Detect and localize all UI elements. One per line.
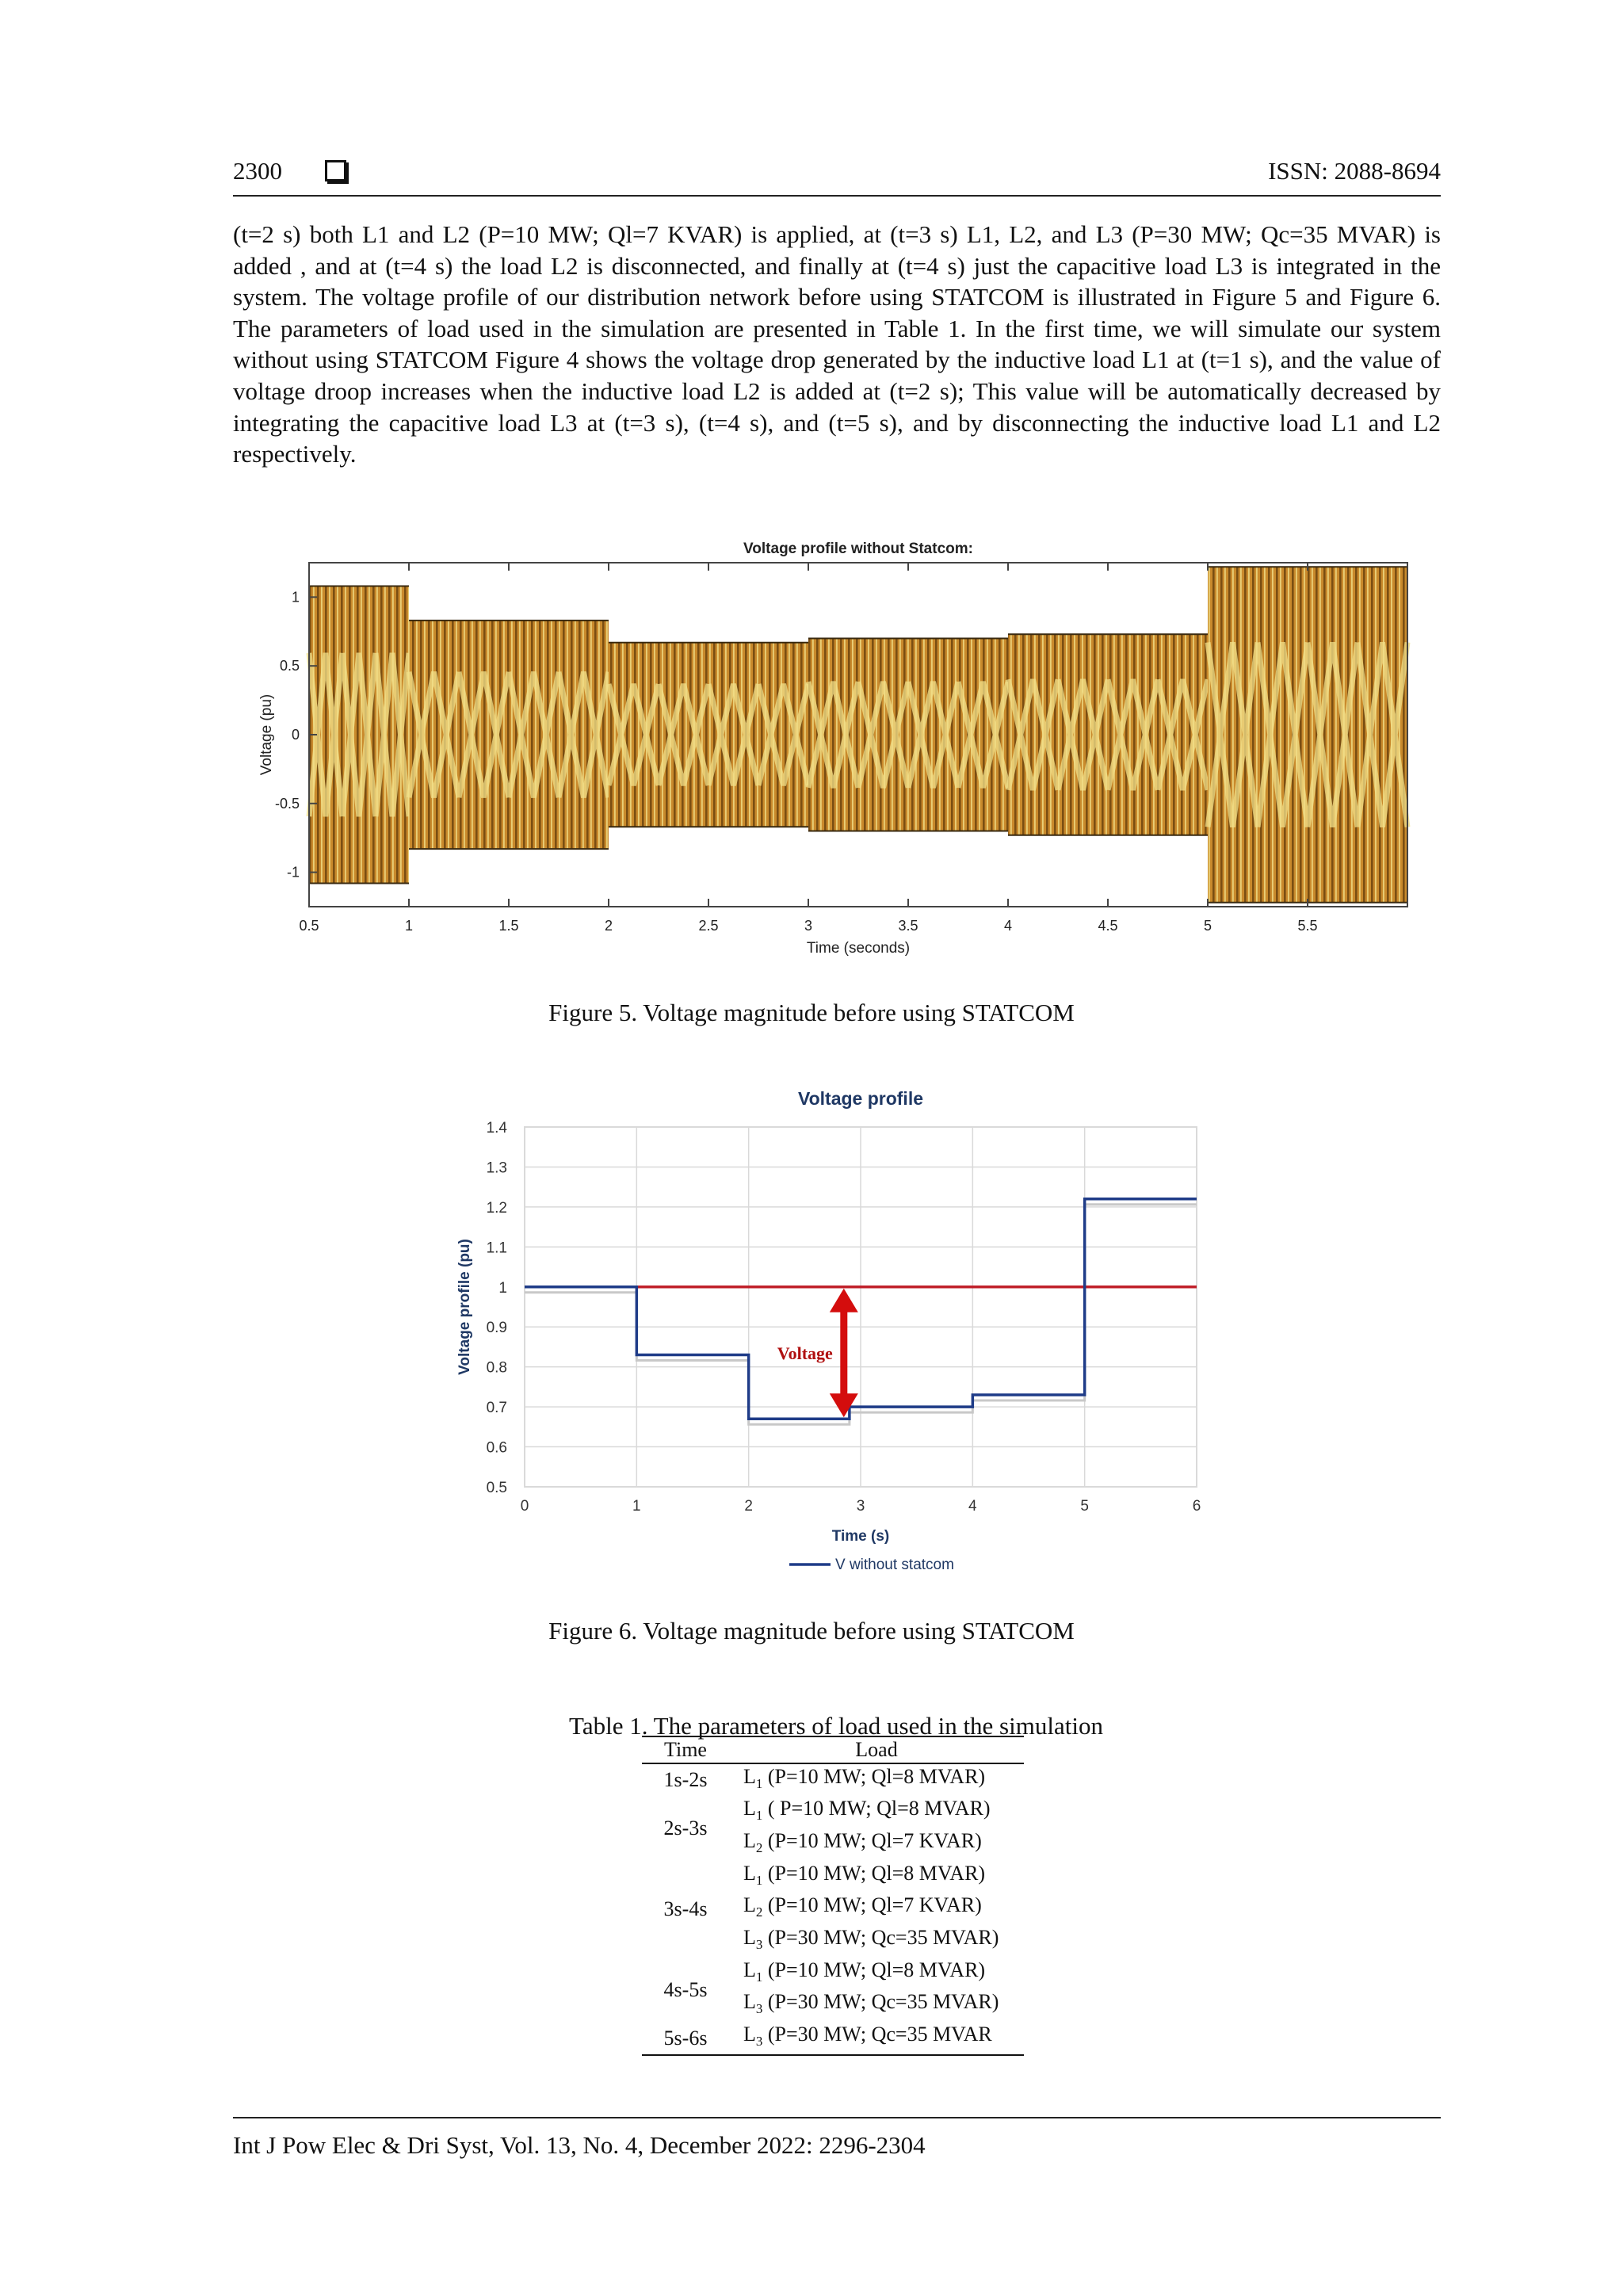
load-parameters: (P=30 MW; Qc=35 MVAR bbox=[762, 2023, 992, 2046]
y-tick-label: 0.6 bbox=[486, 1439, 507, 1457]
x-tick-label: 2 bbox=[604, 918, 613, 934]
y-tick-label: 1.4 bbox=[486, 1120, 507, 1137]
load-index: 1 bbox=[755, 1969, 763, 1985]
y-axis-label: Voltage (pu) bbox=[258, 693, 275, 776]
load-index: 3 bbox=[755, 2034, 763, 2050]
load-cell bbox=[729, 1925, 1024, 1958]
load-parameters: (P=10 MW; Ql=8 MVAR) bbox=[762, 1764, 986, 1788]
load-cell bbox=[729, 1989, 1024, 2022]
load-index: 2 bbox=[755, 1904, 763, 1920]
table-row bbox=[642, 1796, 1024, 1828]
load-index: 1 bbox=[755, 1808, 763, 1824]
issn-label: ISSN: 2088-8694 bbox=[1268, 157, 1441, 185]
load-cell bbox=[729, 1861, 1024, 1893]
load-index: 1 bbox=[755, 1872, 763, 1888]
y-tick-label: 0.5 bbox=[486, 1480, 507, 1496]
x-tick-label: 3 bbox=[804, 918, 813, 934]
annotation-label: Voltage bbox=[777, 1343, 833, 1364]
x-tick-label: 5.5 bbox=[1297, 918, 1318, 934]
x-tick-label: 2 bbox=[744, 1498, 753, 1515]
table-header-time: Time bbox=[642, 1736, 729, 1763]
x-axis-label: Time (s) bbox=[831, 1528, 890, 1545]
legend-label: V without statcom bbox=[835, 1557, 954, 1573]
waveform-segment bbox=[808, 638, 1008, 831]
load-symbol: L bbox=[743, 1797, 756, 1820]
waveform-segment bbox=[1008, 634, 1208, 835]
load-parameters: ( P=10 MW; Ql=8 MVAR) bbox=[762, 1797, 991, 1820]
load-index: 3 bbox=[755, 1937, 763, 1953]
x-tick-label: 5 bbox=[1080, 1498, 1089, 1515]
x-tick-label: 3.5 bbox=[898, 918, 918, 934]
waveform-segment bbox=[409, 621, 609, 849]
x-tick-label: 6 bbox=[1192, 1498, 1201, 1515]
load-cell bbox=[729, 1763, 1024, 1797]
waveform-segment bbox=[1208, 567, 1407, 903]
x-tick-label: 1 bbox=[632, 1498, 641, 1515]
x-tick-label: 3 bbox=[856, 1498, 865, 1515]
y-tick-label: -1 bbox=[286, 864, 300, 881]
load-parameters: (P=30 MW; Qc=35 MVAR) bbox=[762, 1925, 999, 1949]
x-tick-label: 2.5 bbox=[698, 918, 719, 934]
y-tick-label: -0.5 bbox=[274, 795, 300, 812]
load-cell bbox=[729, 1796, 1024, 1828]
table-1-caption: Table 1. The parameters of load used in the simulation bbox=[569, 1712, 1103, 1740]
table-header-load: Load bbox=[729, 1736, 1024, 1763]
x-tick-label: 0.5 bbox=[299, 918, 319, 934]
body-paragraph: (t=2 s) both L1 and L2 (P=10 MW; Ql=7 KVAR) is applied, at (t=3 s) L1, L2, and L3 (P=30 MW; Qc=35 MVAR) is added , and at (t=4 s) the load L2 is disconnected, and finally at (t=4 s) just the capacitive load L3 is integrated in the system. The voltage profile of our distribution network before using STATCOM is illustrated in Figure 5 and Figure 6. The parameters of load used in the simulation are presented in Table 1. In the first time, we will simulate our system without using STATCOM Figure 4 shows the voltage drop generated by the inductive load L1 at (t=1 s), and the value of voltage droop increases when the inductive load L2 is added at (t=2 s); This value will be automatically decreased by integrating the capacitive load L3 at (t=3 s), (t=4 s), and (t=5 s), and by disconnecting the inductive load L1 and L2 respectively. bbox=[233, 220, 1441, 468]
x-tick-label: 0 bbox=[520, 1498, 529, 1515]
load-symbol: L bbox=[743, 1990, 756, 2014]
page-footer: Int J Pow Elec & Dri Syst, Vol. 13, No. 4, December 2022: 2296-2304 bbox=[233, 2117, 1441, 2160]
figure-5-chart bbox=[254, 529, 1426, 973]
load-cell bbox=[729, 2022, 1024, 2055]
load-cell bbox=[729, 1958, 1024, 1990]
square-bullet-icon bbox=[325, 160, 346, 181]
waveform-segment bbox=[309, 586, 409, 884]
load-symbol: L bbox=[743, 1861, 756, 1885]
figure-5-caption: Figure 5. Voltage magnitude before using STATCOM bbox=[548, 999, 1075, 1026]
page-number: 2300 bbox=[233, 157, 282, 185]
page-header bbox=[233, 155, 1441, 197]
chart-title: Voltage profile bbox=[797, 1088, 924, 1109]
y-tick-label: 0.7 bbox=[486, 1400, 507, 1417]
load-symbol: L bbox=[743, 1893, 756, 1917]
load-index: 3 bbox=[755, 2001, 763, 2017]
load-symbol: L bbox=[743, 2023, 756, 2046]
load-parameters: (P=10 MW; Ql=7 KVAR) bbox=[762, 1893, 982, 1917]
waveform-segment bbox=[609, 643, 808, 827]
load-index: 2 bbox=[755, 1840, 763, 1856]
load-cell bbox=[729, 1893, 1024, 1925]
chart-title: Voltage profile without Statcom: bbox=[743, 541, 973, 557]
x-tick-label: 5 bbox=[1203, 918, 1212, 934]
load-parameters: (P=10 MW; Ql=8 MVAR) bbox=[762, 1861, 986, 1885]
x-tick-label: 1 bbox=[404, 918, 414, 934]
table-row bbox=[642, 1958, 1024, 1990]
load-symbol: L bbox=[743, 1958, 756, 1981]
y-tick-label: 1.2 bbox=[486, 1199, 507, 1217]
y-axis-label: Voltage profile (pu) bbox=[456, 1239, 473, 1375]
x-tick-label: 1.5 bbox=[498, 918, 519, 934]
x-tick-label: 4.5 bbox=[1098, 918, 1118, 934]
y-tick-label: 0.8 bbox=[486, 1359, 507, 1377]
load-parameters-table bbox=[642, 1736, 1024, 2056]
table-row bbox=[642, 2022, 1024, 2055]
load-parameters: (P=10 MW; Ql=7 KVAR) bbox=[762, 1828, 982, 1852]
time-cell: 1s-2s bbox=[663, 1768, 708, 1792]
table-row bbox=[642, 1861, 1024, 1893]
load-parameters: (P=30 MW; Qc=35 MVAR) bbox=[762, 1990, 999, 2014]
load-symbol: L bbox=[743, 1764, 756, 1788]
figure-6-caption: Figure 6. Voltage magnitude before using STATCOM bbox=[548, 1617, 1075, 1645]
time-cell: 5s-6s bbox=[642, 2022, 729, 2055]
x-tick-label: 4 bbox=[1003, 918, 1013, 934]
y-tick-label: 0.9 bbox=[486, 1320, 507, 1337]
y-tick-label: 1.1 bbox=[486, 1240, 507, 1257]
time-cell: 2s-3s bbox=[663, 1817, 708, 1840]
time-cell: 3s-4s bbox=[663, 1897, 708, 1920]
table-row bbox=[642, 1763, 1024, 1797]
x-tick-label: 4 bbox=[968, 1498, 977, 1515]
y-tick-label: 1.3 bbox=[486, 1159, 507, 1177]
y-tick-label: 1 bbox=[498, 1279, 507, 1297]
y-tick-label: 0.5 bbox=[279, 658, 300, 674]
time-cell: 4s-5s bbox=[663, 1977, 708, 2001]
load-symbol: L bbox=[743, 1925, 756, 1949]
load-index: 1 bbox=[755, 1775, 763, 1791]
y-tick-label: 0 bbox=[291, 727, 300, 743]
y-tick-label: 1 bbox=[291, 589, 300, 606]
load-cell bbox=[729, 1828, 1024, 1861]
x-axis-label: Time (seconds) bbox=[806, 940, 911, 957]
load-symbol: L bbox=[743, 1828, 756, 1852]
load-parameters: (P=10 MW; Ql=8 MVAR) bbox=[762, 1958, 986, 1981]
figure-6-chart bbox=[452, 1075, 1236, 1590]
